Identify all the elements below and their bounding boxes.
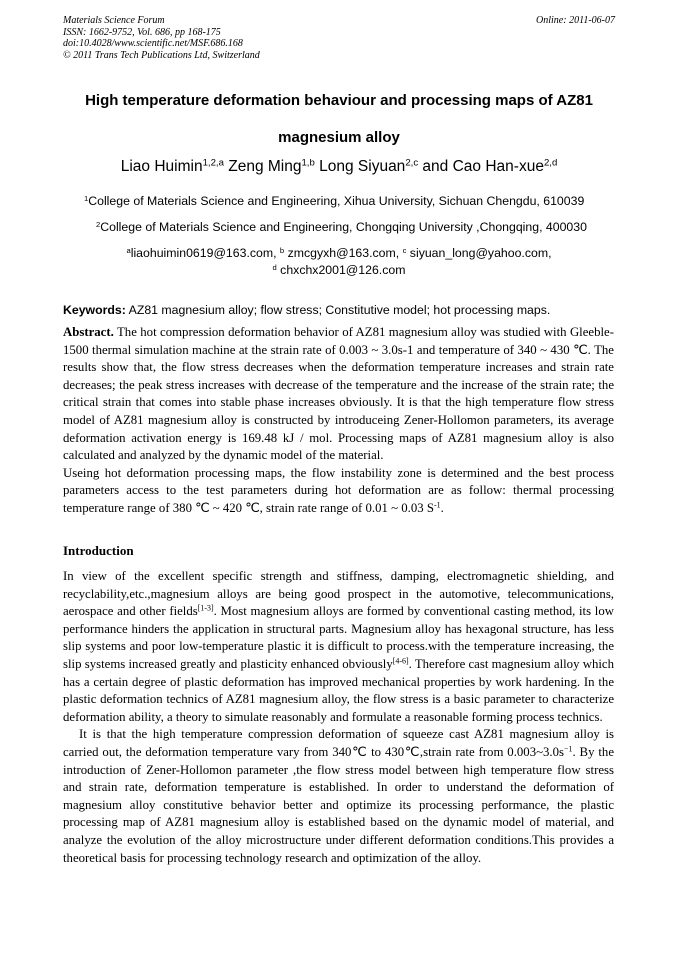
- email-marker: a: [126, 245, 131, 255]
- issn-line: ISSN: 1662-9752, Vol. 686, pp 168-175: [63, 26, 221, 38]
- superscript: -1: [433, 500, 441, 510]
- author-separator: and: [418, 158, 453, 175]
- affiliation-marker: 2: [96, 219, 101, 229]
- abstract-paragraph: [63, 324, 614, 465]
- author-name: Zeng Ming: [228, 158, 302, 175]
- author-affiliation-marker: 1,2,a: [202, 157, 224, 169]
- email-address: chxchx2001@126.com: [276, 263, 406, 277]
- journal-header: [63, 15, 615, 61]
- abstract-text: Useing hot deformation processing maps, the flow instability zone is determined and the best process parameters access to the test parameters during hot deformation are as follow: thermal processing temperature range of 380 ℃ ~ 420 ℃, strain rate range of 0.01 ~ 0.03 S: [63, 465, 614, 515]
- abstract-paragraph: [63, 465, 614, 518]
- author-name: Cao Han-xue: [452, 158, 544, 175]
- author-emails-line-2: [40, 263, 638, 277]
- superscript: −1: [564, 744, 573, 754]
- journal-name: Materials Science Forum: [63, 15, 165, 26]
- paper-title-line-2: magnesium alloy: [278, 129, 400, 146]
- online-date: Online: 2011-06-07: [536, 15, 615, 26]
- introduction-paragraph: [63, 726, 614, 867]
- introduction-paragraph: [63, 568, 614, 726]
- keywords: [63, 303, 550, 317]
- affiliation-marker: 1: [84, 193, 89, 203]
- author-name: Liao Huimin: [120, 158, 203, 175]
- affiliation-text: College of Materials Science and Engineering, Xihua University, Sichuan Chengdu, 610039: [88, 194, 585, 208]
- author-affiliation-marker: 1,b: [301, 157, 315, 169]
- keywords-label: Keywords:: [63, 303, 126, 317]
- affiliation-2: [96, 220, 587, 234]
- journal-info: [63, 15, 615, 61]
- affiliation-1: [84, 194, 584, 208]
- email-marker: b: [279, 245, 285, 255]
- section-heading-introduction: Introduction: [63, 543, 134, 558]
- abstract-text: The hot compression deformation behavior of AZ81 magnesium alloy was studied with Gleeble-1500 thermal simulation machine at the strain rate of 0.003 ~ 3.0s-1 and temperature of 340 ~ 430 ℃. The results show that, the flow stress decreases when the deformation temperature increases and strain rate decreases; the peak stress increases with decrease of the temperature and the increase of the strain rate; the critical strain that comes into stable phase increases obviously. It is that the high temperature flow stress model of AZ81 magnesium alloy is constructed by introduceing Zener-Hollomon parameters, its average deformation activation energy is 169.48 kJ / mol. Processing maps of AZ81 magnesium alloy is also calculated and analyzed by the dynamic model of the material.: [63, 325, 614, 463]
- author-list: [30, 158, 648, 176]
- author-name: Long Siyuan: [319, 158, 406, 175]
- keywords-text: AZ81 magnesium alloy; flow stress; Constitutive model; hot processing maps.: [125, 303, 551, 317]
- affiliation-text: College of Materials Science and Engineering, Chongqing University ,Chongqing, 400030: [100, 220, 587, 234]
- body-text: . By the introduction of Zener-Hollomon parameter ,the flow stress model between high temperature flow stress and strain rate, deformation temperature is established. In order to understand the deformation of magnesium alloy constitutive behavior better and optimize its processing performance, the plastic processing map of AZ81 magnesium alloy is established based on the dynamic model of material, and analyze the evolution of the alloy microstructure under different deformation conditions.This provides a theoretical basis for processing technology research and optimization of the alloy.: [63, 744, 615, 865]
- author-affiliation-marker: 2,d: [543, 157, 558, 169]
- introduction-section: [63, 568, 614, 867]
- paper-title-line-1: High temperature deformation behaviour and processing maps of AZ81: [85, 92, 593, 109]
- body-text: In view of the excellent specific strength and stiffness, damping, electromagnetic shielding, and recyclability,etc.,magnesium alloys are being good prospect in the automotive, telecommunications, aerospace and other fields: [63, 569, 614, 619]
- abstract-section: [63, 324, 614, 518]
- doi-line: doi:10.4028/www.scientific.net/MSF.686.168: [63, 38, 243, 49]
- copyright-line: © 2011 Trans Tech Publications Ltd, Switzerland: [63, 49, 260, 61]
- email-address: siyuan_long@yahoo.com,: [406, 246, 552, 260]
- abstract-text: .: [440, 500, 444, 515]
- email-address: zmcgyxh@163.com,: [284, 246, 403, 260]
- email-address: liaohuimin0619@163.com,: [130, 246, 280, 260]
- abstract-label: Abstract.: [63, 325, 114, 339]
- body-text: . Most magnesium alloys are formed by conventional casting method, its low performance hinders the application in structural parts. Magnesium alloy has hexagonal structure, has less slip systems and poor low-temperature plastic it is difficult to process.with the temperature increasing, the slip systems increased greatly and plasticity enhanced obviously: [63, 604, 614, 671]
- email-marker: c: [402, 245, 407, 255]
- body-text: . Therefore cast magnesium alloy which has a certain degree of plastic deformation has improved mechanical properties by work hardening. In the plastic deformation technics of AZ81 magnesium alloy, the flow stress is a basic parameter to characterize deformation ability, a theory to simulate reasonably and formulate a reasonable forming process technics.: [63, 656, 614, 724]
- author-affiliation-marker: 2,c: [405, 157, 419, 169]
- body-text: It is that the high temperature compression deformation of squeeze cast AZ81 magnesium alloy is carried out, the deformation temperature vary from 340℃ to 430℃,strain rate from 0.003~3.0s: [63, 727, 614, 759]
- citation-ref: [1-3]: [197, 603, 214, 613]
- email-marker: d: [272, 262, 277, 272]
- author-emails-line-1: [40, 246, 638, 260]
- citation-ref: [4-6]: [392, 656, 409, 666]
